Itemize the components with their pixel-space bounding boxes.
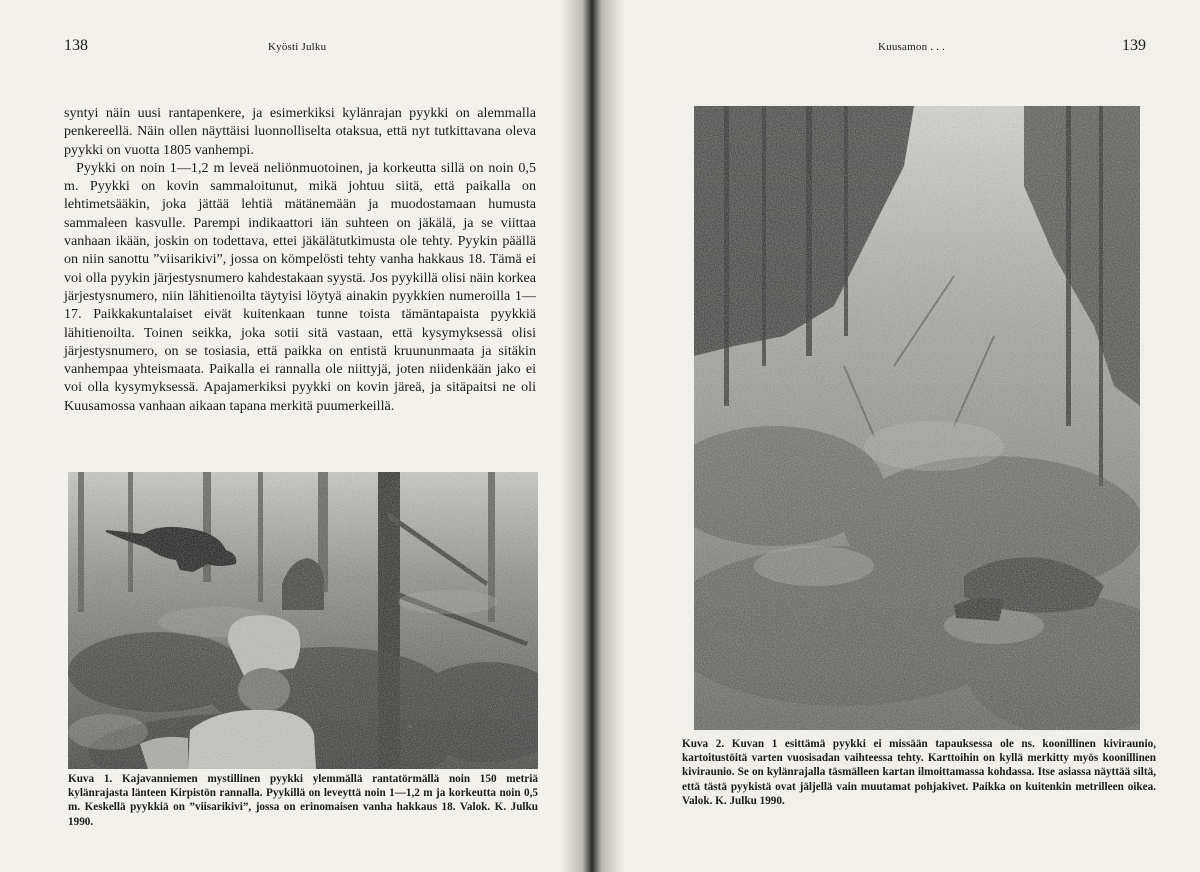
caption-kuva-2 [682,737,1156,808]
caption-label-kuva-1: Kuva 1. [68,773,113,785]
photo-kuva-1-image [68,472,538,769]
page-number-left: 138 [64,37,88,54]
caption-kuva-1 [68,772,538,829]
paragraph-1: syntyi näin uusi rantapenkere, ja esimerkiksi kylänrajan pyykki on alemmalla penkereellä. Näin ollen näyttäisi luonnolliselta otaksua, että nyt tutkittavana oleva pyykki on vuotta 1805 vanhempi. [64,105,536,158]
body-text [64,104,536,415]
caption-text-kuva-2: Kuvan 1 esittämä pyykki ei missään tapauksessa ole ns. koonillinen kiviraunio, kartoitustöitä varten vuosisadan vaihteessa tehty. Karttoihin on kyllä merkitty myös koonillinen kiviraunio. Se on kylänrajalla täsmälleen kartan ilmoittamassa kohdassa. Itse asiassa näyttää siltä, että tästä pyykistä ovat jäljellä vain muutamat pohjakivet. Paikka on kuitenkin metrilleen oikea. Valok. K. Julku 1990. [682,738,1157,807]
running-head-left: Kyösti Julku [268,41,327,53]
right-page [600,0,1200,872]
photo-kuva-2-image [694,106,1140,730]
caption-label-kuva-2: Kuva 2. [682,738,725,750]
paragraph-2: Pyykki on noin 1—1,2 m leveä neliönmuotoinen, ja korkeutta sillä on noin 0,5 m. Pyykki on kovin sammaloitunut, mikä johtuu siitä, että paikalla on lehtimetsääkin, joka jättää lehtiä mätänemään ja muodostamaan humusta sammaleen kasvulle. Parempi indikaattori iän suhteen on jäkälä, ja se viittaa vanhaan ikään, joskin on todettava, ettei jäkälätutkimusta ole tehty. Pyykin päällä on niin sanottu ”viisarikivi”, jossa on kömpelösti tehty vanha hakkaus 18. Tämä ei voi olla pyykin järjestysnumero kahdestakaan syystä. Jos pyykillä olisi näin korkea järjestysnumero, niin lähitienoilta täytyisi löytyä ainakin pyykkien numeroilla 1—17. Paikkakuntalaiset eivät kuitenkaan tunne toista tämäntapaista pyykkiä lähitienoilta. Toinen seikka, joka sotii sitä vastaan, että kysymyksessä olisi järjestysnumero, on se tosiasia, että paikka on entistä kruununmaata ja sitäkin vanhempaa yhteismaata. Paikalla ei rannalla ole niittyjä, joten niidenkään jako ei voi olla kysymyksessä. Apajamerkiksi pyykki on kovin järeä, ja sitäpaitsi ne oli Kuusamossa vanhaan aikaan tapana merkitä puumerkeillä. [64,159,536,414]
photo-kuva-1 [68,472,538,769]
page-number-right: 139 [1122,37,1146,54]
caption-text-kuva-1: Kajavanniemen mystillinen pyykki ylemmällä rantatörmällä noin 150 metriä kylänrajasta länteen Kirpistön rannalla. Pyykillä on leveyttä noin 1—1,2 m ja korkeutta noin 0,5 m. Keskellä pyykkiä on ”viisarikivi”, jossa on erinomaisen vanha hakkaus 18. Valok. K. Julku 1990. [68,773,538,828]
left-page [0,0,592,872]
photo-kuva-2 [694,106,1140,730]
book-gutter [560,0,624,872]
running-head-right: Kuusamon . . . [878,41,945,53]
